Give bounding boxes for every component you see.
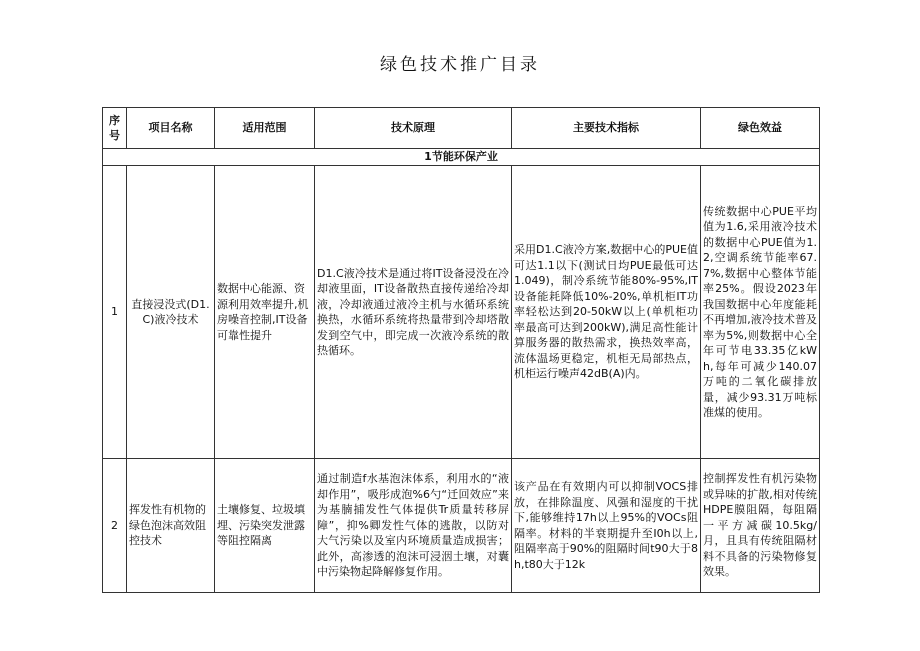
row-scope: 土壤修复、垃圾填埋、污染突发泄露等阻控隔离 [215,459,315,593]
row-benefits: 传统数据中心PUE平均值为1.6,采用液冷技术的数据中心PUE值为1.2,空调系统节能率67.7%,数据中心整体节能率25%。假设2023年我国数据中心年度能耗不再增加,液冷技术普及率为5%,则数据中心全年可节电33.35亿kWh,每年可减少140.07万吨的二氧化碳排放量，减少93.31万吨标准煤的使用。 [701,166,820,459]
header-indicators: 主要技术指标 [512,108,701,149]
row-benefits: 控制挥发性有机污染物或异味的扩散,相对传统HDPE膜阻隔，每阻隔一平方减碳10.5kg/月，且具有传统阻隔材料不具备的污染物修复效果。 [701,459,820,593]
row-principle: 通过制造f水基泡沫体系，利用水的“液却作用”，吸彤成泡%6勺“迁回效应”来为基腩捕发性气体提供Tr质量转移屏障”，抑%卿发性气体的逃散，以防对大气污染以及室内环境质量造成损害；此外，高渗透的泡沫可浸洇土壤，对囊中污染物起降解修复作用。 [315,459,512,593]
row-no: 1 [103,166,127,459]
tech-table [102,107,820,593]
row-indicators: 采用D1.C液冷方案,数据中心的PUE值可达1.1以下(测试日均PUE最低可达1.049)，制冷系统节能80%-95%,IT设备能耗降低10%-20%,单机柜IT功率轻松达到20-50kW以上(单机柜功率最高可达到200kW),满足高性能计算服务器的散热需求，换热效率高，流体温场更稳定，机柜无局部热点，机柜运行噪声42dB(A)内。 [512,166,701,459]
section-row [103,149,820,166]
page-title: 绿色技术推广目录 [380,55,540,75]
header-row [103,108,820,149]
header-principle: 技术原理 [315,108,512,149]
row-indicators: 该产品在有效期内可以抑制VOCS排放，在排除温度、风强和湿度的干扰下,能够维持17h以上95%的VOCs阻隔率。材料的半衰期提升至I0h以上,阻隔率高于90%的阻隔时间t90大于8h,t80大于12k [512,459,701,593]
header-scope: 适用范围 [215,108,315,149]
row-name: 挥发性有机物的绿色泡沫高效阻控技术 [127,459,215,593]
section-title: 1节能环保产业 [103,149,820,166]
header-no: 序号 [103,108,127,149]
header-benefits: 绿色效益 [701,108,820,149]
row-scope: 数据中心能源、资源利用效率提升,机房噪音控制,IT设备可靠性提升 [215,166,315,459]
header-name: 项目名称 [127,108,215,149]
row-no: 2 [103,459,127,593]
table-row [103,166,820,459]
table-row [103,459,820,593]
row-name: 直接浸没式(D1.C)液冷技术 [127,166,215,459]
row-principle: D1.C液冷技术是通过将IT设备浸没在冷却液里面，IT设备散热直接传递给冷却液，冷却液通过液冷主机与水循环系统换热，水循环系统将热量带到冷却塔散发到空气中，即完成一次液冷系统的散热循环。 [315,166,512,459]
